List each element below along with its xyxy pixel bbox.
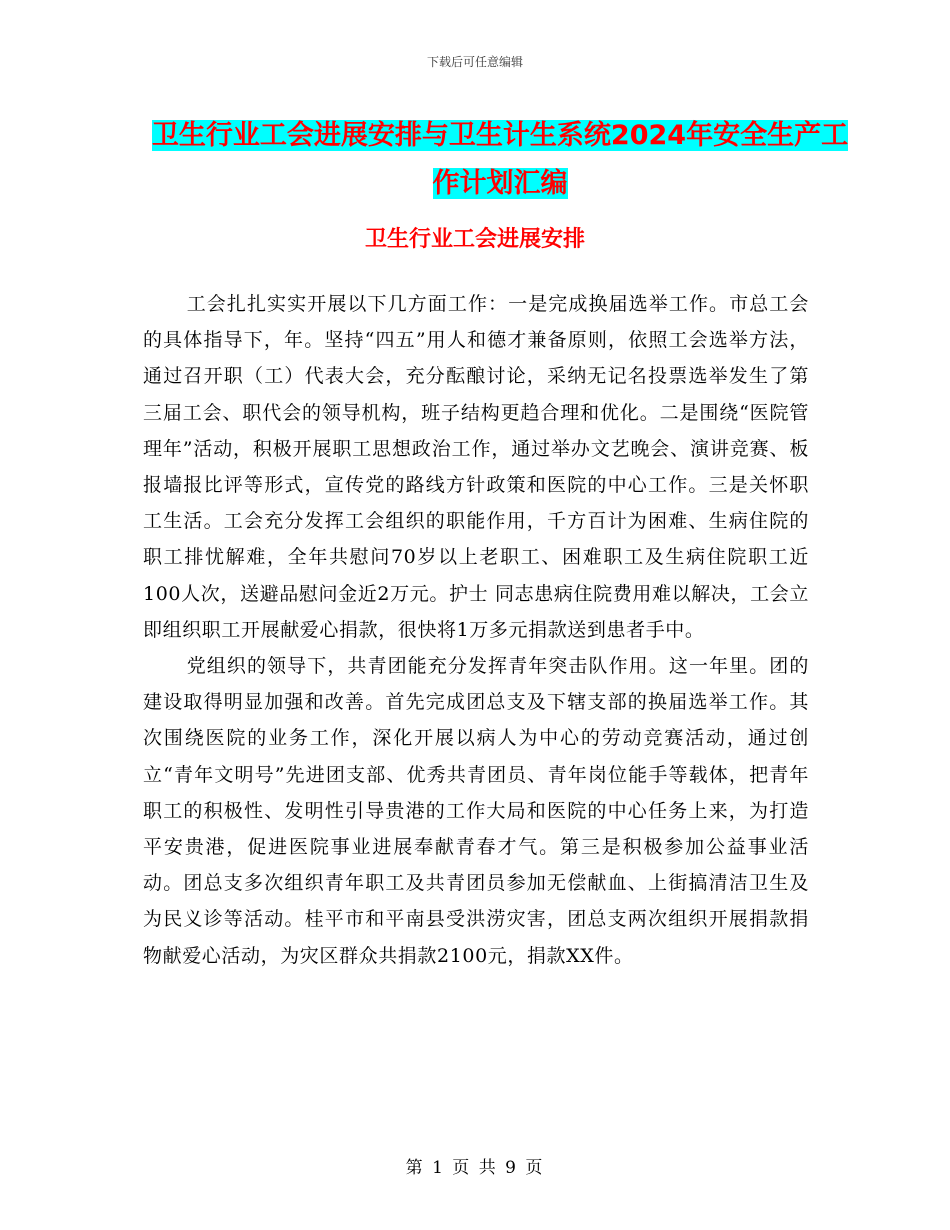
header-note: 下载后可任意编辑 — [426, 55, 523, 69]
document-title-text: 卫生行业工会进展安排与卫生计生系统2024年安全生产工作计划汇编 — [151, 120, 849, 199]
document-body — [143, 286, 809, 974]
section-title: 卫生行业工会进展安排 — [364, 227, 585, 252]
page-number: 第 1 页 共 9 页 — [405, 1158, 545, 1178]
paragraph: 工会扎扎实实开展以下几方面工作：一是完成换届选举工作。市总工会的具体指导下，年。坚持“四五”用人和德才兼备原则，依照工会选举方法，通过召开职（工）代表大会，充分酝酿讨论，采纳无记名投票选举发生了第三届工会、职代会的领导机构，班子结构更趋合理和优化。二是围绕“医院管理年”活动，积极开展职工思想政治工作，通过举办文艺晚会、演讲竞赛、板报墙报比评等形式，宣传党的路线方针政策和医院的中心工作。三是关怀职工生活。工会充分发挥工会组织的职能作用，千方百计为困难、生病住院的职工排忧解难，全年共慰问70岁以上老职工、困难职工及生病住院职工近100人次，送避品慰问金近2万元。护士 同志患病住院费用难以解决，工会立即组织职工开展献爱心捐款，很快将1万多元捐款送到患者手中。 — [143, 293, 809, 641]
document-title — [150, 112, 850, 208]
paragraph: 党组织的领导下，共青团能充分发挥青年突击队作用。这一年里。团的建设取得明显加强和改善。首先完成团总支及下辖支部的换届选举工作。其次围绕医院的业务工作，深化开展以病人为中心的劳动竞赛活动，通过创立“青年文明号”先进团支部、优秀共青团员、青年岗位能手等载体，把青年职工的积极性、发明性引导贵港的工作大局和医院的中心任务上来，为打造平安贵港，促进医院事业进展奉献青春才气。第三是积极参加公益事业活动。团总支多次组织青年职工及共青团员参加无偿献血、上街搞清洁卫生及为民义诊等活动。桂平市和平南县受洪涝灾害，团总支两次组织开展捐款捐物献爱心活动，为灾区群众共捐款2100元，捐款XX件。 — [143, 655, 809, 967]
